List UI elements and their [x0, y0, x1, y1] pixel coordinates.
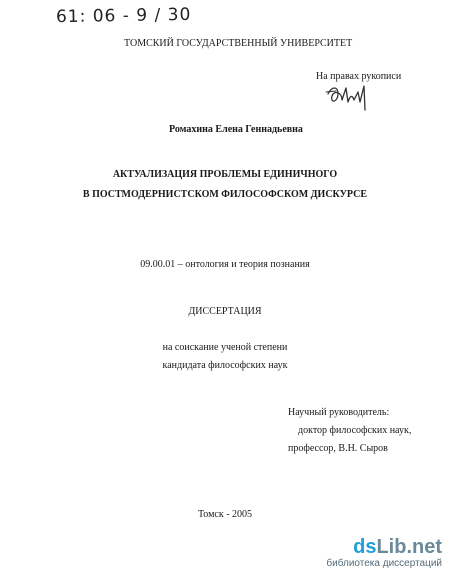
place-and-year: Томск - 2005 [197, 509, 253, 520]
author-name: Ромахина Елена Геннадьевна [169, 124, 303, 135]
advisor-name: профессор, В.Н. Сыров [288, 443, 388, 454]
advisor-heading: Научный руководитель: [288, 407, 390, 418]
document-type: ДИССЕРТАЦИЯ [188, 306, 262, 317]
degree-line2: кандидата философских наук [162, 360, 288, 371]
watermark-logo: dsLib.net [353, 536, 442, 558]
specialty-code: 09.00.01 – онтология и теория познания [140, 259, 310, 270]
dissertation-title-line1: АКТУАЛИЗАЦИЯ ПРОБЛЕМЫ ЕДИНИЧНОГО [112, 169, 338, 180]
watermark-subtitle: библиотека диссертаций [326, 558, 442, 569]
dslib-watermark [322, 536, 442, 576]
advisor-degree: доктор философских наук, [298, 425, 412, 436]
signature-icon [324, 80, 376, 114]
degree-line1: на соискание ученой степени [162, 342, 288, 353]
dissertation-title-line2: В ПОСТМОДЕРНИСТСКОМ ФИЛОСОФСКОМ ДИСКУРСЕ [82, 189, 368, 200]
handwritten-catalog-code: 61: 06 - 9 / 30 [55, 4, 192, 28]
manuscript-rights-label: На правах рукописи [316, 71, 402, 82]
university-name: ТОМСКИЙ ГОСУДАРСТВЕННЫЙ УНИВЕРСИТЕТ [124, 38, 353, 49]
